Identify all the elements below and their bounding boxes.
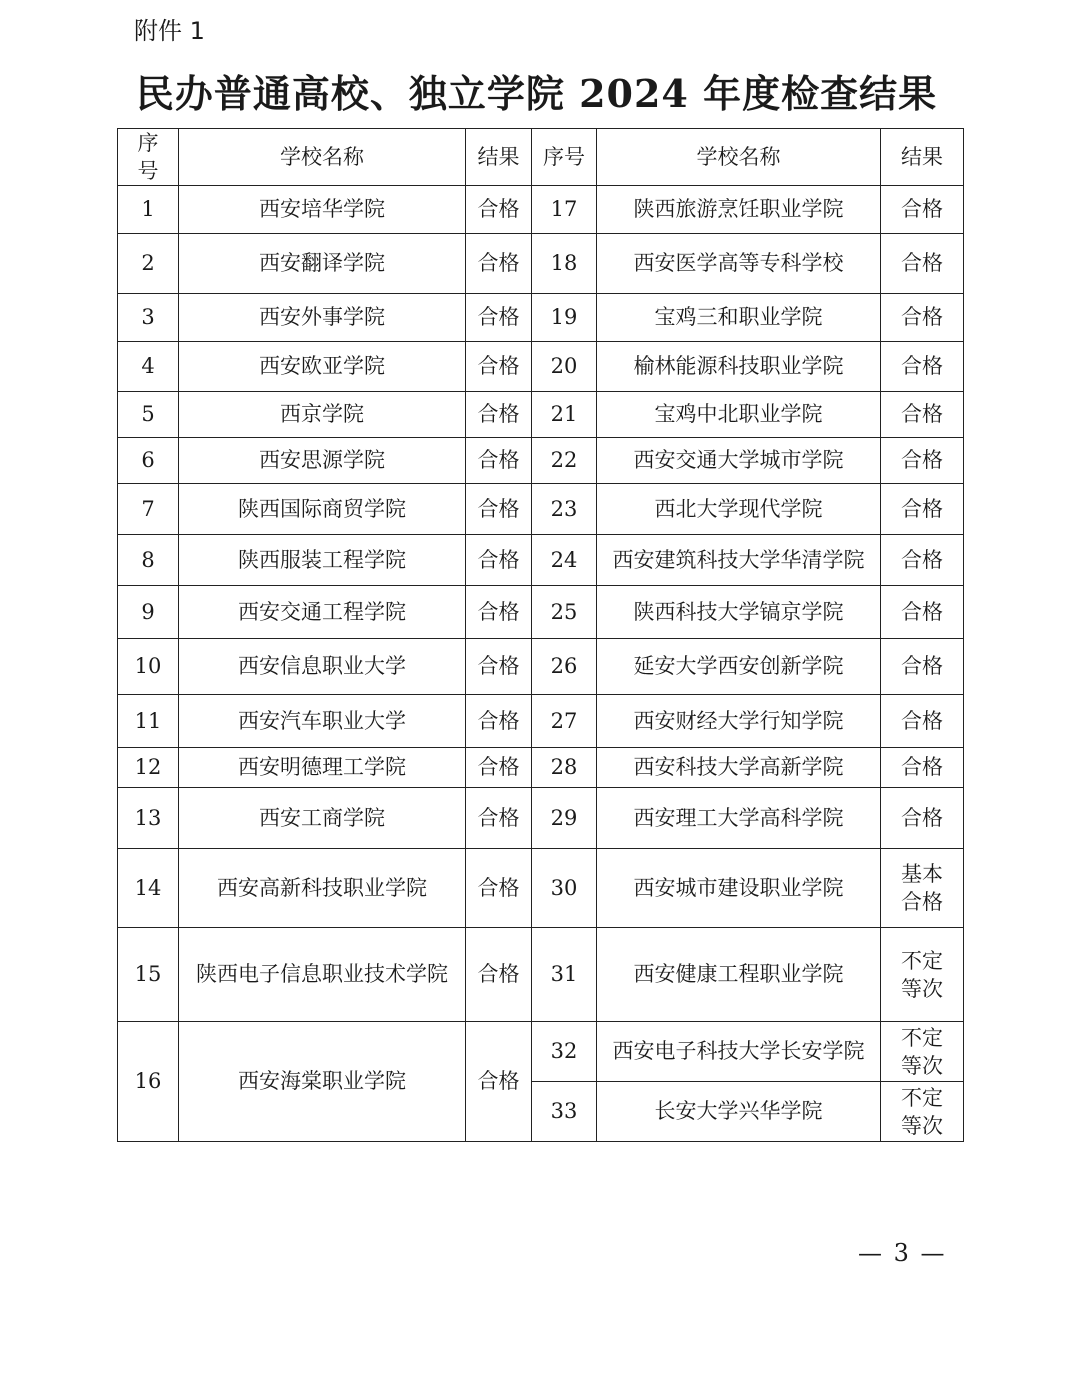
row-number: 4 (118, 342, 179, 392)
header-seq-right: 序号 (532, 129, 597, 186)
school-name: 陕西科技大学镐京学院 (597, 586, 881, 639)
result-cell: 合格 (466, 1022, 532, 1142)
row-number: 10 (118, 639, 179, 695)
row-number: 32 (532, 1022, 597, 1082)
school-name: 西安欧亚学院 (179, 342, 466, 392)
table-row (118, 535, 964, 586)
row-number: 21 (532, 392, 597, 438)
result-cell: 合格 (466, 438, 532, 484)
school-name: 西北大学现代学院 (597, 484, 881, 535)
result-cell: 合格 (466, 186, 532, 234)
table-row (118, 342, 964, 392)
result-cell: 合格 (881, 392, 964, 438)
row-number: 12 (118, 748, 179, 788)
table-row (118, 928, 964, 1022)
result-cell: 合格 (466, 484, 532, 535)
result-line2: 等次 (901, 1053, 943, 1078)
result-cell: 合格 (881, 695, 964, 748)
table-row (118, 748, 964, 788)
school-name: 西安电子科技大学长安学院 (597, 1022, 881, 1082)
row-number: 6 (118, 438, 179, 484)
result-cell (881, 1022, 964, 1082)
row-number: 16 (118, 1022, 179, 1142)
school-name: 西安交通工程学院 (179, 586, 466, 639)
result-cell: 合格 (881, 586, 964, 639)
table-row (118, 186, 964, 234)
row-number: 13 (118, 788, 179, 849)
result-cell: 合格 (466, 639, 532, 695)
result-line1: 不定 (901, 1025, 943, 1050)
result-cell: 合格 (466, 234, 532, 294)
result-cell: 合格 (881, 438, 964, 484)
row-number: 7 (118, 484, 179, 535)
school-name: 西安交通大学城市学院 (597, 438, 881, 484)
result-cell: 合格 (881, 342, 964, 392)
header-seq-left-line2: 号 (137, 159, 159, 183)
school-name: 西安城市建设职业学院 (597, 849, 881, 928)
school-name: 榆林能源科技职业学院 (597, 342, 881, 392)
row-number: 1 (118, 186, 179, 234)
result-cell: 合格 (881, 748, 964, 788)
result-line2: 合格 (901, 890, 943, 914)
school-name: 西安翻译学院 (179, 234, 466, 294)
school-name: 西安信息职业大学 (179, 639, 466, 695)
school-name: 宝鸡中北职业学院 (597, 392, 881, 438)
result-cell: 合格 (466, 788, 532, 849)
result-cell: 合格 (881, 788, 964, 849)
result-cell: 合格 (466, 928, 532, 1022)
result-cell: 合格 (881, 294, 964, 342)
row-number: 11 (118, 695, 179, 748)
document-title: 民办普通高校、独立学院 2024 年度检查结果 (135, 71, 938, 116)
result-cell: 合格 (466, 748, 532, 788)
row-number: 9 (118, 586, 179, 639)
result-line1: 基本 (901, 862, 943, 886)
table-row (118, 695, 964, 748)
row-number: 14 (118, 849, 179, 928)
result-cell: 合格 (466, 294, 532, 342)
school-name: 西安汽车职业大学 (179, 695, 466, 748)
row-number: 30 (532, 849, 597, 928)
table-row (118, 294, 964, 342)
attachment-label: 附件 1 (134, 17, 205, 45)
result-cell: 合格 (466, 849, 532, 928)
table-row (118, 1022, 964, 1082)
school-name: 西安建筑科技大学华清学院 (597, 535, 881, 586)
row-number: 24 (532, 535, 597, 586)
table-header-row (118, 129, 964, 186)
school-name: 西安科技大学高新学院 (597, 748, 881, 788)
school-name: 陕西国际商贸学院 (179, 484, 466, 535)
header-result-left: 结果 (466, 129, 532, 186)
table-row (118, 438, 964, 484)
result-cell: 合格 (466, 342, 532, 392)
row-number: 15 (118, 928, 179, 1022)
row-number: 19 (532, 294, 597, 342)
result-cell (881, 849, 964, 928)
row-number: 33 (532, 1082, 597, 1142)
school-name: 西安外事学院 (179, 294, 466, 342)
school-name: 陕西服装工程学院 (179, 535, 466, 586)
school-name: 西安高新科技职业学院 (179, 849, 466, 928)
row-number: 23 (532, 484, 597, 535)
row-number: 17 (532, 186, 597, 234)
table-row (118, 639, 964, 695)
result-cell: 合格 (881, 535, 964, 586)
table-row (118, 234, 964, 294)
school-name: 西安理工大学高科学院 (597, 788, 881, 849)
result-line2: 等次 (901, 976, 943, 1001)
header-seq-left-line1: 序 (137, 131, 159, 155)
result-cell: 合格 (881, 234, 964, 294)
result-line1: 不定 (901, 948, 943, 973)
result-cell (881, 928, 964, 1022)
result-line2: 等次 (901, 1113, 943, 1138)
row-number: 22 (532, 438, 597, 484)
table-row (118, 788, 964, 849)
row-number: 20 (532, 342, 597, 392)
school-name: 长安大学兴华学院 (597, 1082, 881, 1142)
table-row (118, 586, 964, 639)
school-name: 西安明德理工学院 (179, 748, 466, 788)
school-name: 西安医学高等专科学校 (597, 234, 881, 294)
result-cell: 合格 (881, 639, 964, 695)
result-cell: 合格 (881, 484, 964, 535)
table-row (118, 484, 964, 535)
page-number: — 3 — (858, 1239, 947, 1267)
header-seq-left (118, 129, 179, 186)
row-number: 29 (532, 788, 597, 849)
result-cell (881, 1082, 964, 1142)
row-number: 25 (532, 586, 597, 639)
result-cell: 合格 (881, 186, 964, 234)
result-cell: 合格 (466, 392, 532, 438)
school-name: 西安培华学院 (179, 186, 466, 234)
row-number: 2 (118, 234, 179, 294)
row-number: 28 (532, 748, 597, 788)
header-school-right: 学校名称 (597, 129, 881, 186)
school-name: 宝鸡三和职业学院 (597, 294, 881, 342)
row-number: 27 (532, 695, 597, 748)
header-result-right: 结果 (881, 129, 964, 186)
result-line1: 不定 (901, 1085, 943, 1110)
school-name: 西安思源学院 (179, 438, 466, 484)
result-cell: 合格 (466, 695, 532, 748)
table-row (118, 849, 964, 928)
school-name: 西安健康工程职业学院 (597, 928, 881, 1022)
school-name: 陕西旅游烹饪职业学院 (597, 186, 881, 234)
school-name: 西安工商学院 (179, 788, 466, 849)
header-school-left: 学校名称 (179, 129, 466, 186)
row-number: 5 (118, 392, 179, 438)
row-number: 31 (532, 928, 597, 1022)
school-name: 延安大学西安创新学院 (597, 639, 881, 695)
school-name: 西安海棠职业学院 (179, 1022, 466, 1142)
row-number: 18 (532, 234, 597, 294)
row-number: 3 (118, 294, 179, 342)
table-row (118, 392, 964, 438)
school-name: 西京学院 (179, 392, 466, 438)
row-number: 8 (118, 535, 179, 586)
school-name: 西安财经大学行知学院 (597, 695, 881, 748)
row-number: 26 (532, 639, 597, 695)
result-cell: 合格 (466, 586, 532, 639)
school-name: 陕西电子信息职业技术学院 (179, 928, 466, 1022)
results-table (117, 128, 964, 1142)
result-cell: 合格 (466, 535, 532, 586)
